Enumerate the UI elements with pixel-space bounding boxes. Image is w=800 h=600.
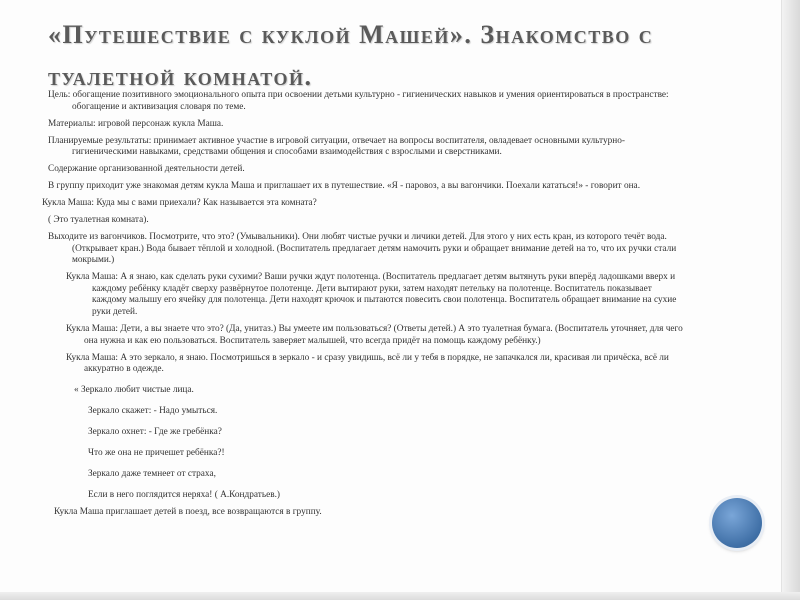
slide-bottom-edge	[0, 592, 800, 600]
poem-line: Зеркало охнет: - Где же гребёнка?	[88, 426, 222, 437]
paragraph-intro: В группу приходит уже знакомая детям кукла Маша и приглашает их в путешествие. «Я - паровоз, а вы вагончики. Поехали кататься!» - говорит она.	[48, 181, 641, 192]
paragraph-mirror: Кукла Маша: А это зеркало, я знаю. Посмотришься в зеркало - и сразу увидишь, всё ли у тебя в порядке, не запачкался ли, красивая ли причёска, всё ли аккуратно в одежде.	[66, 352, 669, 375]
paragraph-goal: Цель: обогащение позитивного эмоционального опыта при освоении детьми культурно - гигиенических навыков и умения ориентироваться в пространстве: обогащение и активизация словаря по теме.	[48, 90, 669, 112]
poem-line: « Зеркало любит чистые лица.	[74, 385, 194, 396]
paragraph-question: Кукла Маша: Куда мы с вами приехали? Как называется эта комната?	[42, 198, 317, 209]
slide-right-edge	[781, 0, 800, 600]
poem-line: Зеркало скажет: - Надо умыться.	[88, 405, 218, 416]
paragraph-towels: Кукла Маша: А я знаю, как сделать руки сухими? Ваши ручки ждут полотенца. (Воспитатель предлагает детям вытянуть руки вперёд ладошками вверх и каждому ребёнку кладёт сверху развёрнутое полотенце. Дети вытирают руки, затем находят петельку на полотенце. Воспитатель показывает каждому малышу его ячейку для полотенца. Дети находят крючок и пытаются повесить свои полотенца. Воспитатель обращает внимание на сухие руки детей.	[66, 272, 677, 318]
paragraph-answer: ( Это туалетная комната).	[48, 215, 149, 226]
poem-line: Зеркало даже темнеет от страха,	[88, 468, 216, 479]
paragraph-content-heading: Содержание организованной деятельности детей.	[48, 164, 245, 175]
paragraph-materials: Материалы: игровой персонаж кукла Маша.	[48, 118, 224, 129]
paragraph-results: Планируемые результаты: принимает активное участие в игровой ситуации, отвечает на вопросы воспитателя, овладевает основными культурно-гигиеническими навыками, средствами общения и способами взаимодействия с взрослыми и сверстниками.	[48, 135, 625, 158]
decorative-circle	[712, 498, 762, 548]
poem-line: Если в него поглядится неряха! ( А.Кондратьев.)	[88, 489, 281, 500]
paragraph-closing: Кукла Маша приглашает детей в поезд, все возвращаются в группу.	[54, 506, 322, 517]
paragraph-toilet: Кукла Маша: Дети, а вы знаете что это? (Да, унитаз.) Вы умеете им пользоваться? (Ответы детей.) А это туалетная бумага. (Воспитатель уточняет, для чего она нужна и как ею пользоваться. Воспитатель заверяет малышей, что всегда придёт на помощь каждому ребёнку.)	[66, 324, 683, 346]
slide-title: «Путешествие с куклой Машей». Знакомство с туалетной комнатой.	[48, 20, 654, 91]
slide-body	[42, 90, 688, 524]
paragraph-washbasins: Выходите из вагончиков. Посмотрите, что это? (Умывальники). Они любят чистые ручки и личики детей. Для этого у них есть кран, из которого течёт вода. (Открывает кран.) Вода бывает тёплой и холодной. (Воспитатель предлагает детям намочить руки и обращает внимание детей на то, что их ручки стали мокрыми.)	[48, 232, 677, 266]
poem-line: Что же она не причешет ребёнка?!	[88, 447, 225, 458]
